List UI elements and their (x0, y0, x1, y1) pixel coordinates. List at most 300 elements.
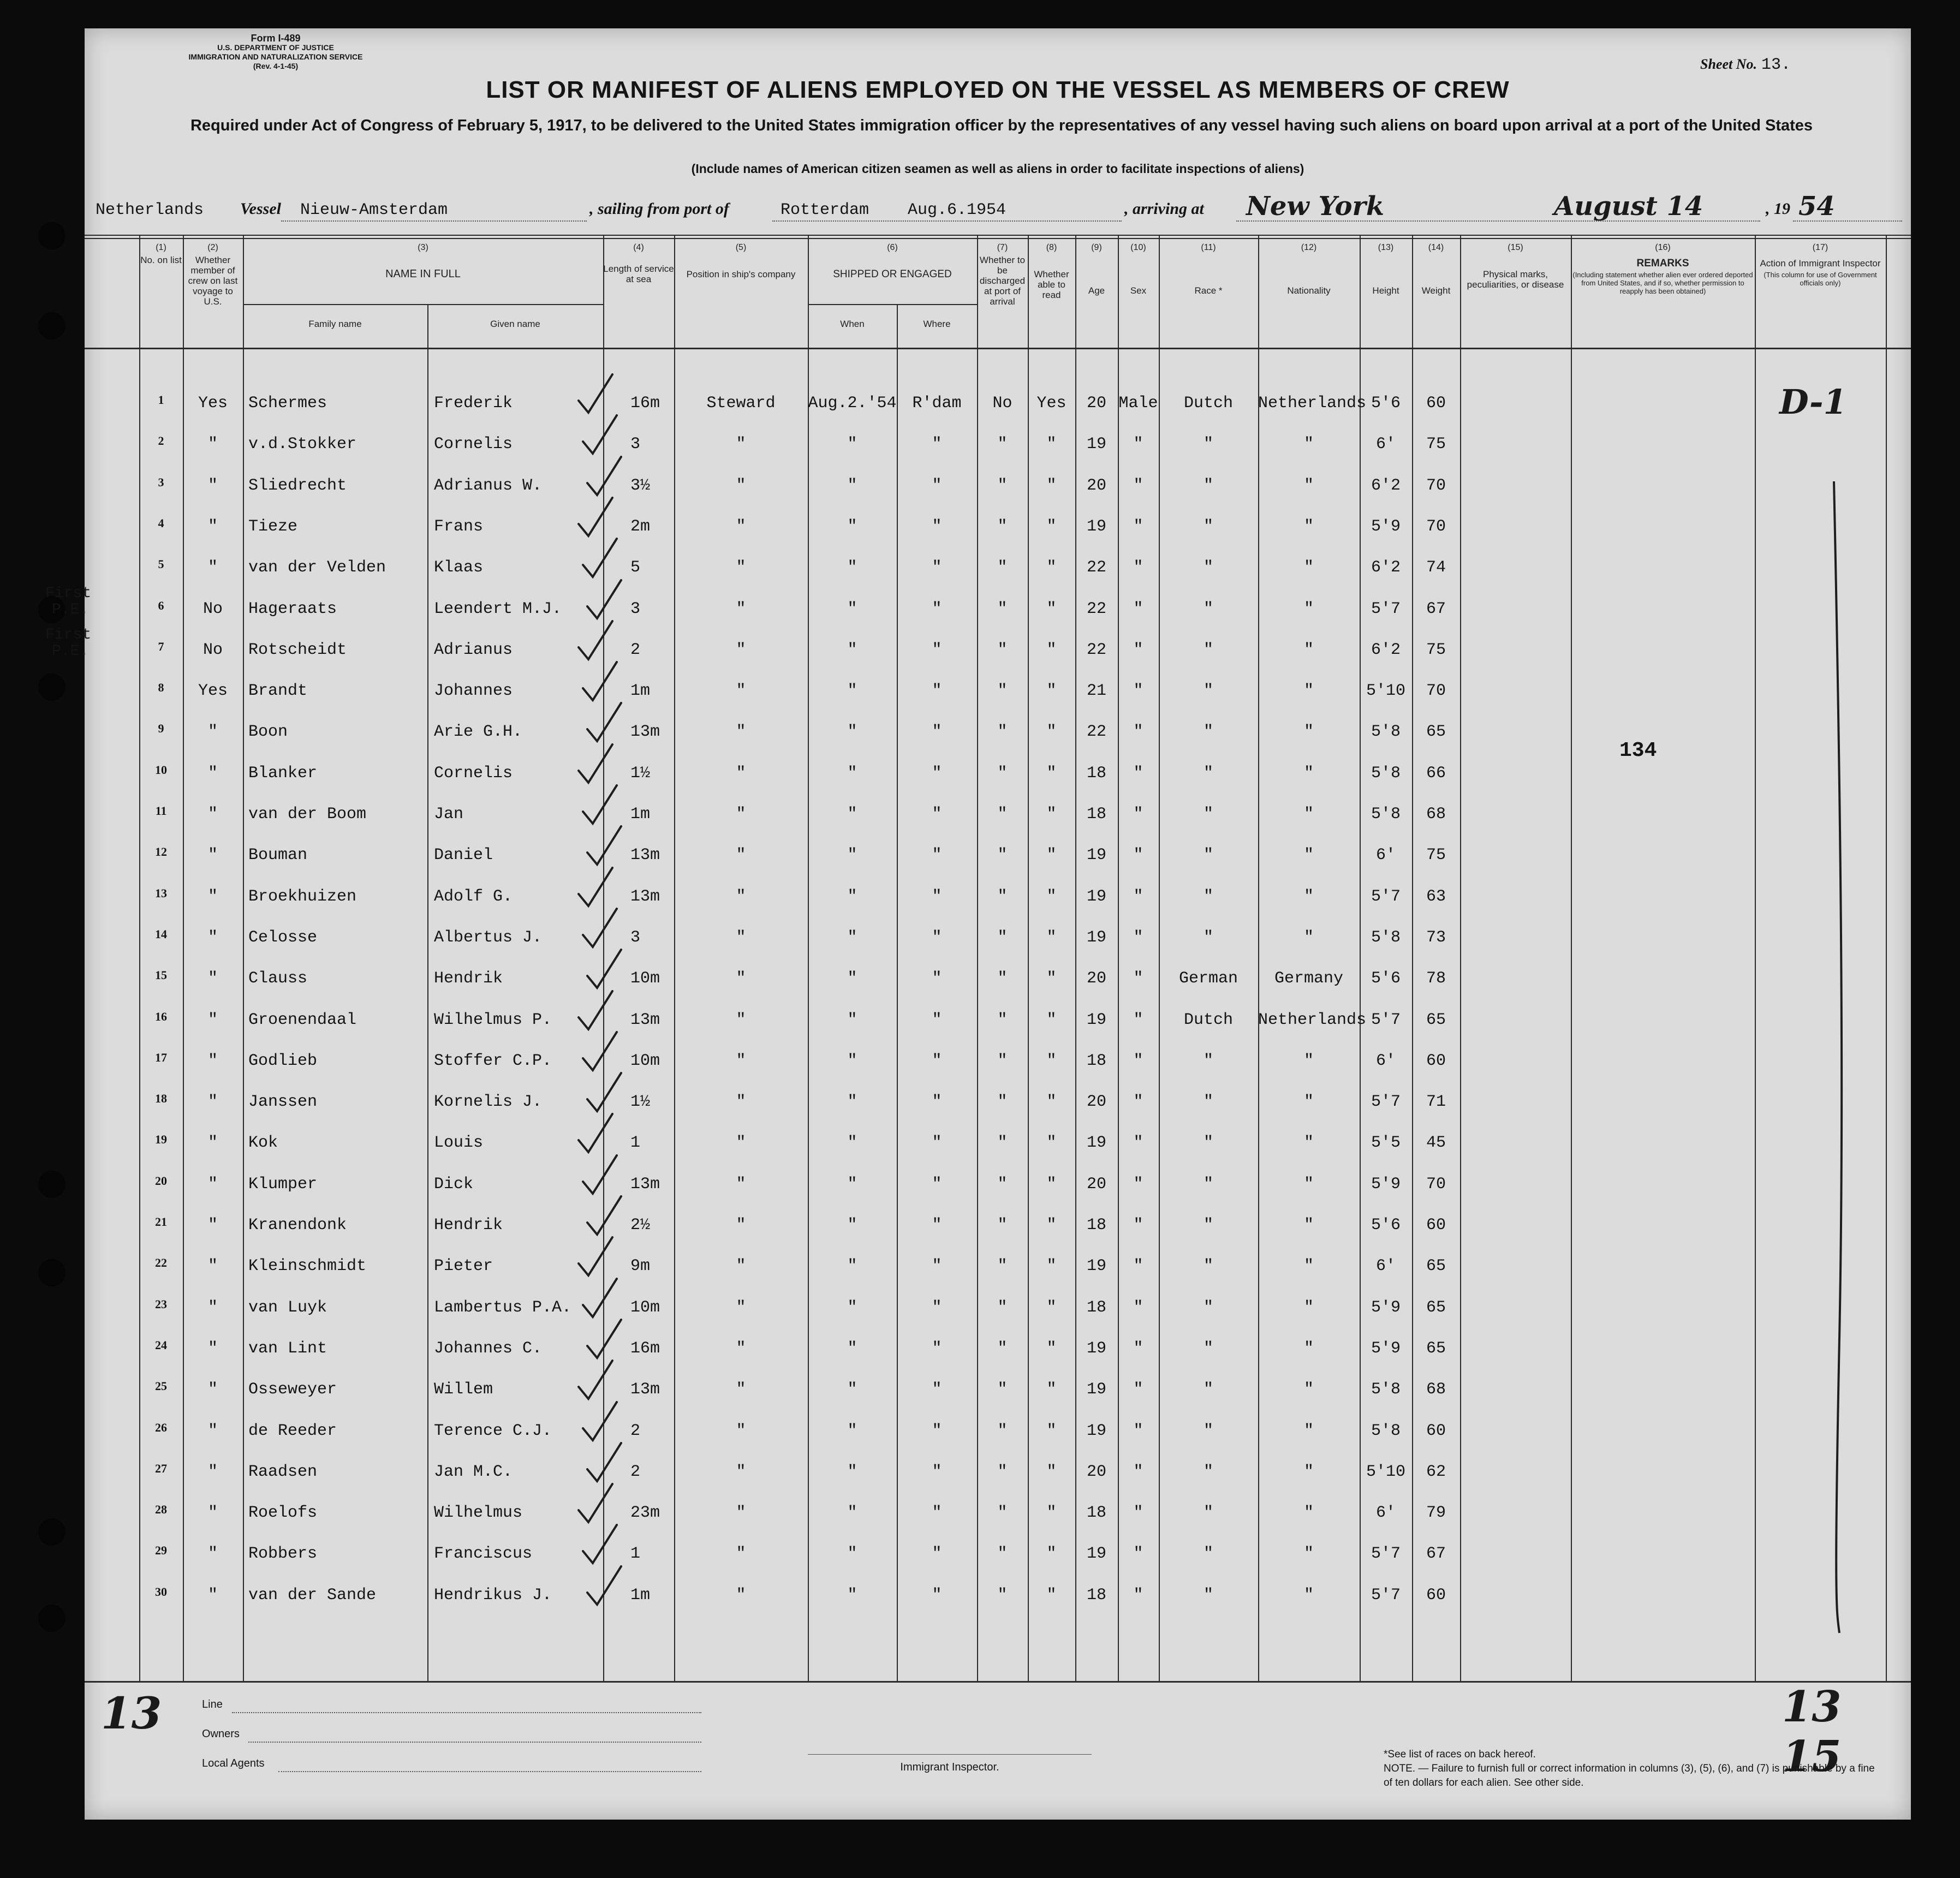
height-cell: 5'6 (1371, 394, 1401, 413)
shipped-where-cell: " (932, 1052, 942, 1070)
check-mark (579, 868, 612, 906)
check-mark (583, 662, 617, 700)
col-header-physical-marks: (15) Physical marks, peculiarities, or disease (1467, 243, 1564, 290)
sex-cell: " (1133, 682, 1143, 700)
prev-voyage-cell: " (207, 558, 218, 577)
shipped-where-cell: R'dam (912, 394, 962, 413)
row-number: 23 (155, 1297, 167, 1311)
race-note: *See list of races on back hereof. (1384, 1749, 1536, 1760)
height-cell: 5'8 (1371, 1380, 1401, 1399)
position-cell: " (736, 1298, 746, 1317)
prev-voyage-cell: " (207, 1257, 218, 1275)
vessel-label: Vessel (240, 200, 281, 218)
service-cell: 1m (630, 805, 651, 824)
shipped-when-cell: " (847, 928, 857, 947)
nationality-cell: " (1303, 928, 1314, 947)
prev-voyage-cell: " (207, 1298, 218, 1317)
nationality-cell: " (1303, 1504, 1314, 1522)
age-cell: 19 (1086, 887, 1106, 906)
col-header-read: (8) Whether able to read (1034, 243, 1069, 300)
shipped-where-cell: " (932, 1422, 942, 1440)
row-number: 9 (158, 722, 164, 735)
shipped-when-cell: " (847, 1052, 857, 1070)
row-number: 20 (155, 1174, 167, 1188)
check-mark (587, 1443, 621, 1481)
prev-voyage-cell: " (207, 1422, 218, 1440)
position-cell: " (736, 517, 746, 536)
race-cell: German (1178, 969, 1238, 988)
prev-voyage-cell: " (207, 1134, 218, 1152)
prev-voyage-cell: " (207, 723, 218, 741)
age-cell: 19 (1086, 1545, 1106, 1563)
inspector-action-mark: D-1 (1779, 382, 1847, 422)
shipped-where-cell: " (932, 1093, 942, 1111)
inspector-signature-label: Immigrant Inspector. (900, 1761, 999, 1773)
service-cell: 1m (630, 682, 651, 700)
family-name-cell: Roelofs (248, 1504, 318, 1522)
read-cell: " (1046, 1422, 1057, 1440)
discharged-cell: " (997, 641, 1008, 659)
service-cell: 3 (630, 928, 641, 947)
weight-cell: 65 (1426, 723, 1446, 741)
weight-cell: 67 (1426, 1545, 1446, 1563)
given-name-cell: Lambertus P.A. (434, 1298, 572, 1317)
shipped-when-cell: " (847, 805, 857, 824)
nationality-cell: " (1303, 1175, 1314, 1194)
nationality-cell: " (1303, 723, 1314, 741)
age-cell: 19 (1086, 1422, 1106, 1440)
nationality-cell: Netherlands (1258, 1011, 1367, 1029)
family-name-cell: Clauss (248, 969, 308, 988)
shipped-when-cell: " (847, 1093, 857, 1111)
prev-voyage-cell: " (207, 517, 218, 536)
row-number: 27 (155, 1462, 167, 1475)
given-name-cell: Albertus J. (434, 928, 543, 947)
prev-voyage-cell: No (202, 641, 223, 659)
given-name-cell: Adrianus W. (434, 476, 543, 495)
race-cell: " (1203, 887, 1213, 906)
sex-cell: " (1133, 1216, 1143, 1235)
family-name-cell: van der Sande (248, 1586, 377, 1605)
given-name-cell: Kornelis J. (434, 1093, 543, 1111)
read-cell: " (1046, 846, 1057, 865)
punch-hole (38, 222, 65, 249)
race-cell: " (1203, 928, 1213, 947)
sex-cell: " (1133, 846, 1143, 865)
nationality-cell: " (1303, 887, 1314, 906)
col-header-height: (13) Height (1372, 243, 1399, 296)
sex-cell: " (1133, 723, 1143, 741)
race-cell: " (1203, 1339, 1213, 1358)
col-header-prev-voyage: (2) Whether member of crew on last voyage to U.S. (188, 243, 238, 307)
service-cell: 2 (630, 1422, 641, 1440)
shipped-when-cell: " (847, 1175, 857, 1194)
weight-cell: 62 (1426, 1463, 1446, 1481)
age-cell: 19 (1086, 846, 1106, 865)
include-note: (Include names of American citizen seamen as well as aliens in order to facilitate inspections of aliens) (691, 162, 1304, 176)
age-cell: 19 (1086, 435, 1106, 454)
discharged-cell: " (997, 887, 1008, 906)
shipped-when-cell: " (847, 1504, 857, 1522)
height-cell: 6'2 (1371, 641, 1401, 659)
row-number: 18 (155, 1092, 167, 1105)
shipped-when-cell: " (847, 682, 857, 700)
shipped-where-cell: " (932, 1504, 942, 1522)
prev-voyage-cell: Yes (198, 682, 228, 700)
given-name-cell: Frederik (434, 394, 513, 413)
given-name-cell: Cornelis (434, 764, 513, 783)
height-cell: 5'10 (1366, 682, 1405, 700)
race-cell: " (1203, 846, 1213, 865)
prev-voyage-cell: " (207, 1011, 218, 1029)
race-cell: " (1203, 517, 1213, 536)
family-name-cell: de Reeder (248, 1422, 337, 1440)
prev-voyage-cell: " (207, 1093, 218, 1111)
race-cell: " (1203, 1175, 1213, 1194)
weight-cell: 60 (1426, 1422, 1446, 1440)
service-cell: 3½ (630, 476, 651, 495)
given-name-cell: Wilhelmus P. (434, 1011, 552, 1029)
weight-cell: 79 (1426, 1504, 1446, 1522)
family-name-cell: Boon (248, 723, 288, 741)
discharged-cell: " (997, 682, 1008, 700)
discharged-cell: No (992, 394, 1012, 413)
row-number: 22 (155, 1256, 167, 1269)
shipped-when-cell: " (847, 558, 857, 577)
shipped-where-cell: " (932, 641, 942, 659)
given-name-cell: Hendrik (434, 1216, 503, 1235)
read-cell: " (1046, 1339, 1057, 1358)
prev-voyage-cell: " (207, 1216, 218, 1235)
age-cell: 18 (1086, 1298, 1106, 1317)
race-cell: Dutch (1183, 394, 1233, 413)
shipped-when-cell: " (847, 600, 857, 618)
given-name-cell: Hendrik (434, 969, 503, 988)
shipped-when-cell: " (847, 1339, 857, 1358)
position-cell: " (736, 846, 746, 865)
race-cell: " (1203, 476, 1213, 495)
race-cell: " (1203, 1545, 1213, 1563)
nationality-cell: " (1303, 764, 1314, 783)
shipped-where-cell: " (932, 435, 942, 454)
read-cell: " (1046, 600, 1057, 618)
age-cell: 20 (1086, 1175, 1106, 1194)
position-cell: " (736, 969, 746, 988)
check-mark (583, 1032, 617, 1070)
shipped-when-cell: " (847, 517, 857, 536)
weight-cell: 60 (1426, 1216, 1446, 1235)
age-cell: 22 (1086, 600, 1106, 618)
owners-label: Owners (202, 1728, 240, 1740)
check-mark (579, 621, 612, 659)
read-cell: " (1046, 517, 1057, 536)
service-cell: 1½ (630, 1093, 651, 1111)
check-mark (579, 1484, 612, 1522)
check-mark (587, 950, 621, 988)
height-cell: 5'9 (1371, 517, 1401, 536)
height-cell: 6' (1375, 1504, 1396, 1522)
read-cell: " (1046, 1216, 1057, 1235)
shipped-where-cell: " (932, 764, 942, 783)
read-cell: " (1046, 682, 1057, 700)
read-cell: " (1046, 1093, 1057, 1111)
revision: (Rev. 4-1-45) (253, 62, 299, 70)
read-cell: " (1046, 1380, 1057, 1399)
sex-cell: " (1133, 1175, 1143, 1194)
shipped-when-cell: " (847, 1586, 857, 1605)
family-name-cell: Blanker (248, 764, 318, 783)
punch-hole (38, 1171, 65, 1198)
discharged-cell: " (997, 723, 1008, 741)
sex-cell: " (1133, 1257, 1143, 1275)
row-number: 25 (155, 1379, 167, 1393)
sex-cell: Male (1118, 394, 1158, 413)
read-cell: " (1046, 1134, 1057, 1152)
family-name-cell: Raadsen (248, 1463, 318, 1481)
discharged-cell: " (997, 1175, 1008, 1194)
shipped-when-cell: " (847, 476, 857, 495)
check-mark (579, 1237, 612, 1275)
shipped-where-cell: " (932, 1463, 942, 1481)
shipped-when-cell: " (847, 1216, 857, 1235)
weight-cell: 65 (1426, 1257, 1446, 1275)
shipped-where-cell: " (932, 517, 942, 536)
punch-hole (38, 673, 65, 701)
height-cell: 5'9 (1371, 1339, 1401, 1358)
sex-cell: " (1133, 1586, 1143, 1605)
check-mark (583, 909, 617, 947)
sex-cell: " (1133, 1339, 1143, 1358)
position-cell: " (736, 1504, 746, 1522)
service-cell: 13m (630, 887, 660, 906)
row-number: 12 (155, 845, 167, 858)
discharged-cell: " (997, 1586, 1008, 1605)
family-name-cell: Godlieb (248, 1052, 318, 1070)
shipped-where-cell: " (932, 1545, 942, 1563)
race-cell: " (1203, 600, 1213, 618)
nationality-cell: " (1303, 476, 1314, 495)
age-cell: 19 (1086, 1134, 1106, 1152)
discharged-cell: " (997, 846, 1008, 865)
row-number: 2 (158, 434, 164, 448)
shipped-when-cell: " (847, 1463, 857, 1481)
col-header-position: (5) Position in ship's company (686, 243, 796, 279)
prev-voyage-cell: " (207, 1545, 218, 1563)
service-cell: 1m (630, 1586, 651, 1605)
discharged-cell: " (997, 1504, 1008, 1522)
position-cell: " (736, 1011, 746, 1029)
family-name-cell: Janssen (248, 1093, 318, 1111)
sex-cell: " (1133, 1545, 1143, 1563)
nationality-cell: " (1303, 435, 1314, 454)
sex-cell: " (1133, 1380, 1143, 1399)
check-mark (579, 1361, 612, 1399)
col-header-remarks: (16) REMARKS (Including statement whether alien ever ordered deported from United States, and if so, whether permission to reapply has been obtained) (1572, 243, 1753, 295)
given-name-cell: Dick (434, 1175, 474, 1194)
sex-cell: " (1133, 1298, 1143, 1317)
arriving-port: New York (1246, 191, 1385, 222)
read-cell: " (1046, 435, 1057, 454)
prev-voyage-cell: " (207, 969, 218, 988)
discharged-cell: " (997, 1093, 1008, 1111)
check-mark (579, 744, 612, 783)
sex-cell: " (1133, 805, 1143, 824)
row-number: 28 (155, 1503, 167, 1516)
position-cell: " (736, 1093, 746, 1111)
given-name-cell: Leendert M.J. (434, 600, 562, 618)
col-header-given-name: Given name (490, 319, 540, 329)
prev-voyage-cell: " (207, 764, 218, 783)
age-cell: 22 (1086, 558, 1106, 577)
sex-cell: " (1133, 1504, 1143, 1522)
age-cell: 20 (1086, 1463, 1106, 1481)
col-header-family-name: Family name (308, 319, 362, 329)
weight-cell: 45 (1426, 1134, 1446, 1152)
weight-cell: 70 (1426, 682, 1446, 700)
nationality-cell: " (1303, 517, 1314, 536)
nationality-cell: Germany (1274, 969, 1344, 988)
discharged-cell: " (997, 1422, 1008, 1440)
vessel-flag: Netherlands (96, 201, 204, 219)
shipped-where-cell: " (932, 1011, 942, 1029)
race-cell: Dutch (1183, 1011, 1233, 1029)
position-cell: " (736, 805, 746, 824)
age-cell: 20 (1086, 1093, 1106, 1111)
given-name-cell: Pieter (434, 1257, 493, 1275)
sex-cell: " (1133, 600, 1143, 618)
punch-hole (38, 1518, 65, 1546)
sheet-number-label: Sheet No. (1700, 56, 1757, 72)
arrival-year: 54 (1798, 191, 1835, 222)
service-cell: 2½ (630, 1216, 651, 1235)
shipped-where-cell: " (932, 1339, 942, 1358)
weight-cell: 73 (1426, 928, 1446, 947)
sex-cell: " (1133, 476, 1143, 495)
inspector-approval-line (1834, 481, 1842, 1633)
given-name-cell: Terence C.J. (434, 1422, 552, 1440)
prev-voyage-cell: " (207, 1339, 218, 1358)
row-number: 11 (155, 804, 167, 818)
race-cell: " (1203, 764, 1213, 783)
race-cell: " (1203, 1134, 1213, 1152)
discharged-cell: " (997, 1011, 1008, 1029)
check-mark (587, 1566, 621, 1605)
position-cell: " (736, 1422, 746, 1440)
given-name-cell: Klaas (434, 558, 484, 577)
prev-voyage-cell: " (207, 1586, 218, 1605)
read-cell: " (1046, 887, 1057, 906)
race-cell: " (1203, 1463, 1213, 1481)
weight-cell: 60 (1426, 1586, 1446, 1605)
nationality-cell: " (1303, 1463, 1314, 1481)
race-cell: " (1203, 1422, 1213, 1440)
check-mark (583, 415, 617, 454)
check-marks (85, 28, 1911, 1820)
height-cell: 5'10 (1366, 1463, 1405, 1481)
discharged-cell: " (997, 1298, 1008, 1317)
height-cell: 5'7 (1371, 1093, 1401, 1111)
nationality-cell: " (1303, 1216, 1314, 1235)
age-cell: 19 (1086, 1011, 1106, 1029)
age-cell: 18 (1086, 1216, 1106, 1235)
row-number: 4 (158, 516, 164, 530)
shipped-when-cell: " (847, 969, 857, 988)
read-cell: " (1046, 969, 1057, 988)
discharged-cell: " (997, 476, 1008, 495)
shipped-where-cell: " (932, 1257, 942, 1275)
row-number: 30 (155, 1585, 167, 1599)
col-header-where: Where (923, 319, 951, 329)
row-number: 14 (155, 927, 167, 941)
agents-label: Local Agents (202, 1757, 265, 1769)
race-cell: " (1203, 1380, 1213, 1399)
row-number: 16 (155, 1010, 167, 1023)
form-number: Form I-489 (251, 33, 301, 44)
read-cell: " (1046, 805, 1057, 824)
document-title: LIST OR MANIFEST OF ALIENS EMPLOYED ON THE VESSEL AS MEMBERS OF CREW (486, 76, 1510, 103)
age-cell: 18 (1086, 1586, 1106, 1605)
position-cell: " (736, 600, 746, 618)
service-cell: 10m (630, 1298, 660, 1317)
age-cell: 18 (1086, 805, 1106, 824)
manifest-sheet (45, 28, 1911, 1820)
discharged-cell: " (997, 1257, 1008, 1275)
race-cell: " (1203, 1586, 1213, 1605)
shipped-when-cell: " (847, 1422, 857, 1440)
position-cell: " (736, 928, 746, 947)
nationality-cell: " (1303, 1545, 1314, 1563)
row-number: 3 (158, 475, 164, 489)
position-cell: " (736, 558, 746, 577)
position-cell: " (736, 764, 746, 783)
discharged-cell: " (997, 1216, 1008, 1235)
arrival-date: August 14 (1554, 191, 1703, 222)
shipped-where-cell: " (932, 682, 942, 700)
col-header-service: (4) Length of service at sea (603, 243, 674, 284)
punch-hole (38, 1605, 65, 1632)
nationality-cell: " (1303, 846, 1314, 865)
shipped-where-cell: " (932, 1216, 942, 1235)
margin-note-first: First (45, 627, 92, 643)
read-cell: " (1046, 1545, 1057, 1563)
sex-cell: " (1133, 1422, 1143, 1440)
nationality-cell: " (1303, 1298, 1314, 1317)
discharged-cell: " (997, 435, 1008, 454)
family-name-cell: Tieze (248, 517, 298, 536)
sex-cell: " (1133, 435, 1143, 454)
col-header-name: (3) NAME IN FULL (385, 243, 461, 280)
check-mark (583, 1279, 617, 1317)
read-cell: " (1046, 558, 1057, 577)
read-cell: " (1046, 1298, 1057, 1317)
shipped-when-cell: " (847, 846, 857, 865)
prev-voyage-cell: No (202, 600, 223, 618)
prev-voyage-cell: " (207, 435, 218, 454)
family-name-cell: Osseweyer (248, 1380, 337, 1399)
prev-voyage-cell: " (207, 805, 218, 824)
height-cell: 5'7 (1371, 1011, 1401, 1029)
nationality-cell: " (1303, 682, 1314, 700)
prev-voyage-cell: " (207, 887, 218, 906)
col-header-no: (1) No. on list (140, 243, 182, 265)
check-mark (587, 1320, 621, 1358)
read-cell: " (1046, 1504, 1057, 1522)
weight-cell: 74 (1426, 558, 1446, 577)
position-cell: " (736, 887, 746, 906)
check-mark (587, 1073, 621, 1111)
shipped-where-cell: " (932, 846, 942, 865)
weight-cell: 70 (1426, 1175, 1446, 1194)
